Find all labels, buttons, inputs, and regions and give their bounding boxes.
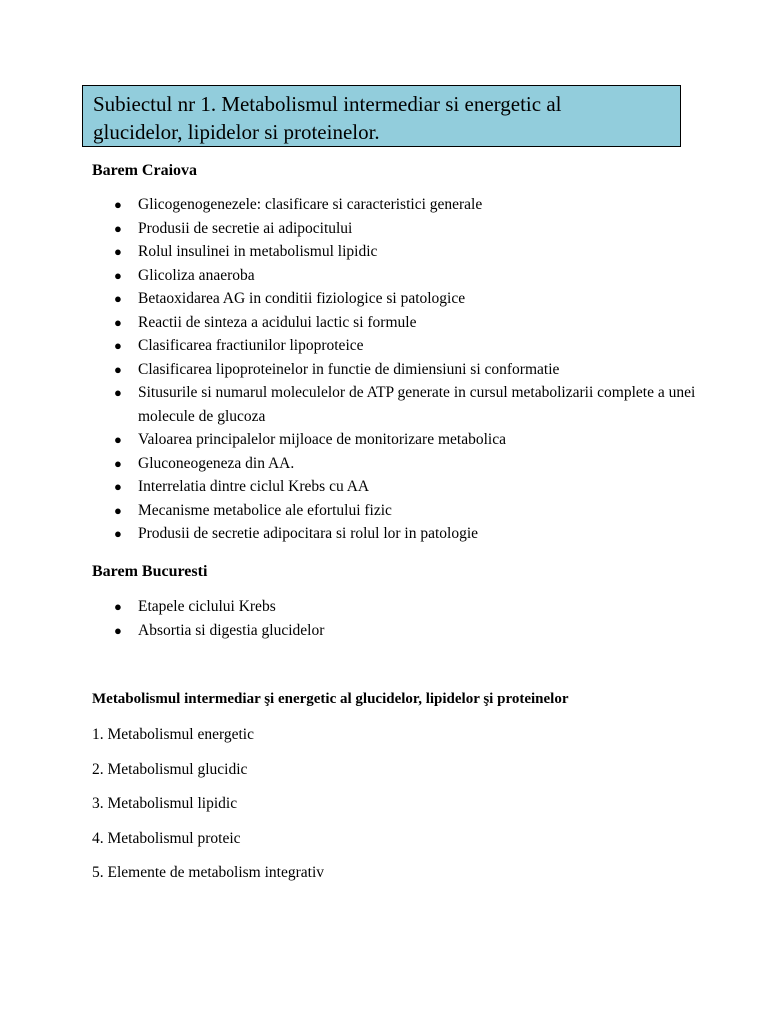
- subject-title-line-1: Subiectul nr 1. Metabolismul intermediar si energetic al: [93, 92, 562, 116]
- list-item-text: Glicoliza anaeroba: [138, 266, 255, 284]
- list-item-text: Produsii de secretie ai adipocitului: [138, 219, 353, 237]
- list-item-text: Interrelatia dintre ciclul Krebs cu AA: [138, 478, 370, 495]
- bullet-icon: ●: [114, 220, 122, 236]
- list-item-text: Reactii de sinteza a acidului lactic si formule: [138, 313, 417, 331]
- list-item: [114, 287, 704, 311]
- bullet-icon: ●: [114, 267, 122, 283]
- subject-title-box: [82, 85, 681, 147]
- list-item: [114, 499, 704, 523]
- list-item-text: Clasificarea fractiunilor lipoproteice: [138, 337, 364, 354]
- list-item: [114, 619, 704, 643]
- list-item: [114, 428, 704, 452]
- bullet-icon: ●: [114, 244, 122, 259]
- list-item: [114, 264, 704, 288]
- numbered-list-item: 3. Metabolismul lipidic: [92, 795, 238, 812]
- bucuresti-topic-list: [114, 595, 704, 642]
- list-item-text: Clasificarea lipoproteinelor in functie de dimiensiuni si conformatie: [138, 360, 560, 378]
- bullet-icon: ●: [114, 197, 122, 212]
- list-item: [114, 193, 704, 217]
- list-item-text: Valoarea principalelor mijloace de monitorizare metabolica: [138, 431, 506, 448]
- list-item-text: Etapele ciclului Krebs: [138, 598, 276, 615]
- bullet-icon: ●: [114, 599, 122, 614]
- bullet-icon: ●: [114, 385, 122, 400]
- list-item: [114, 311, 704, 335]
- list-item-text: Mecanisme metabolice ale efortului fizic: [138, 501, 392, 519]
- list-item-text: Betaoxidarea AG in conditii fiziologice si patologice: [138, 290, 466, 307]
- section-heading-craiova: Barem Craiova: [92, 162, 198, 179]
- craiova-topic-list: [114, 193, 704, 546]
- numbered-list-item: 4. Metabolismul proteic: [92, 829, 241, 847]
- list-item-text: Rolul insulinei in metabolismul lipidic: [138, 243, 378, 260]
- list-item: [114, 334, 704, 358]
- list-item-text: Glicogenogenezele: clasificare si caracteristici generale: [138, 196, 483, 213]
- bullet-icon: ●: [114, 479, 122, 494]
- list-item: [114, 595, 704, 619]
- bullet-icon: ●: [114, 502, 122, 518]
- numbered-list-item: 2. Metabolismul glucidic: [92, 760, 248, 778]
- section-heading-bucuresti: Barem Bucuresti: [92, 563, 208, 580]
- subject-title-line-2: glucidelor, lipidelor si proteinelor.: [93, 120, 380, 144]
- syllabus-heading: Metabolismul intermediar şi energetic al glucidelor, lipidelor şi proteinelor: [92, 691, 569, 707]
- numbered-list-item: 5. Elemente de metabolism integrativ: [92, 864, 325, 881]
- bullet-icon: ●: [114, 526, 122, 541]
- list-item: [114, 217, 704, 241]
- syllabus-numbered-list: [92, 725, 324, 898]
- bullet-icon: ●: [114, 432, 122, 447]
- list-item: [114, 475, 704, 499]
- list-item-text: Gluconeogeneza din AA.: [138, 454, 295, 472]
- list-item: [114, 452, 704, 476]
- bullet-icon: ●: [114, 314, 122, 330]
- bullet-icon: ●: [114, 622, 122, 638]
- numbered-list-item: 1. Metabolismul energetic: [92, 726, 254, 743]
- bullet-icon: ●: [114, 291, 122, 306]
- list-item-text: Produsii de secretie adipocitara si rolul lor in patologie: [138, 525, 479, 542]
- bullet-icon: ●: [114, 361, 122, 377]
- list-item: [114, 240, 704, 264]
- bullet-icon: ●: [114, 338, 122, 353]
- list-item: [114, 381, 704, 428]
- list-item-text: Situsurile si numarul moleculelor de ATP generate in cursul metabolizarii complete a unei molecule de glucoza: [138, 384, 696, 425]
- list-item: [114, 522, 704, 546]
- bullet-icon: ●: [114, 455, 122, 471]
- list-item: [114, 358, 704, 382]
- list-item-text: Absortia si digestia glucidelor: [138, 621, 325, 639]
